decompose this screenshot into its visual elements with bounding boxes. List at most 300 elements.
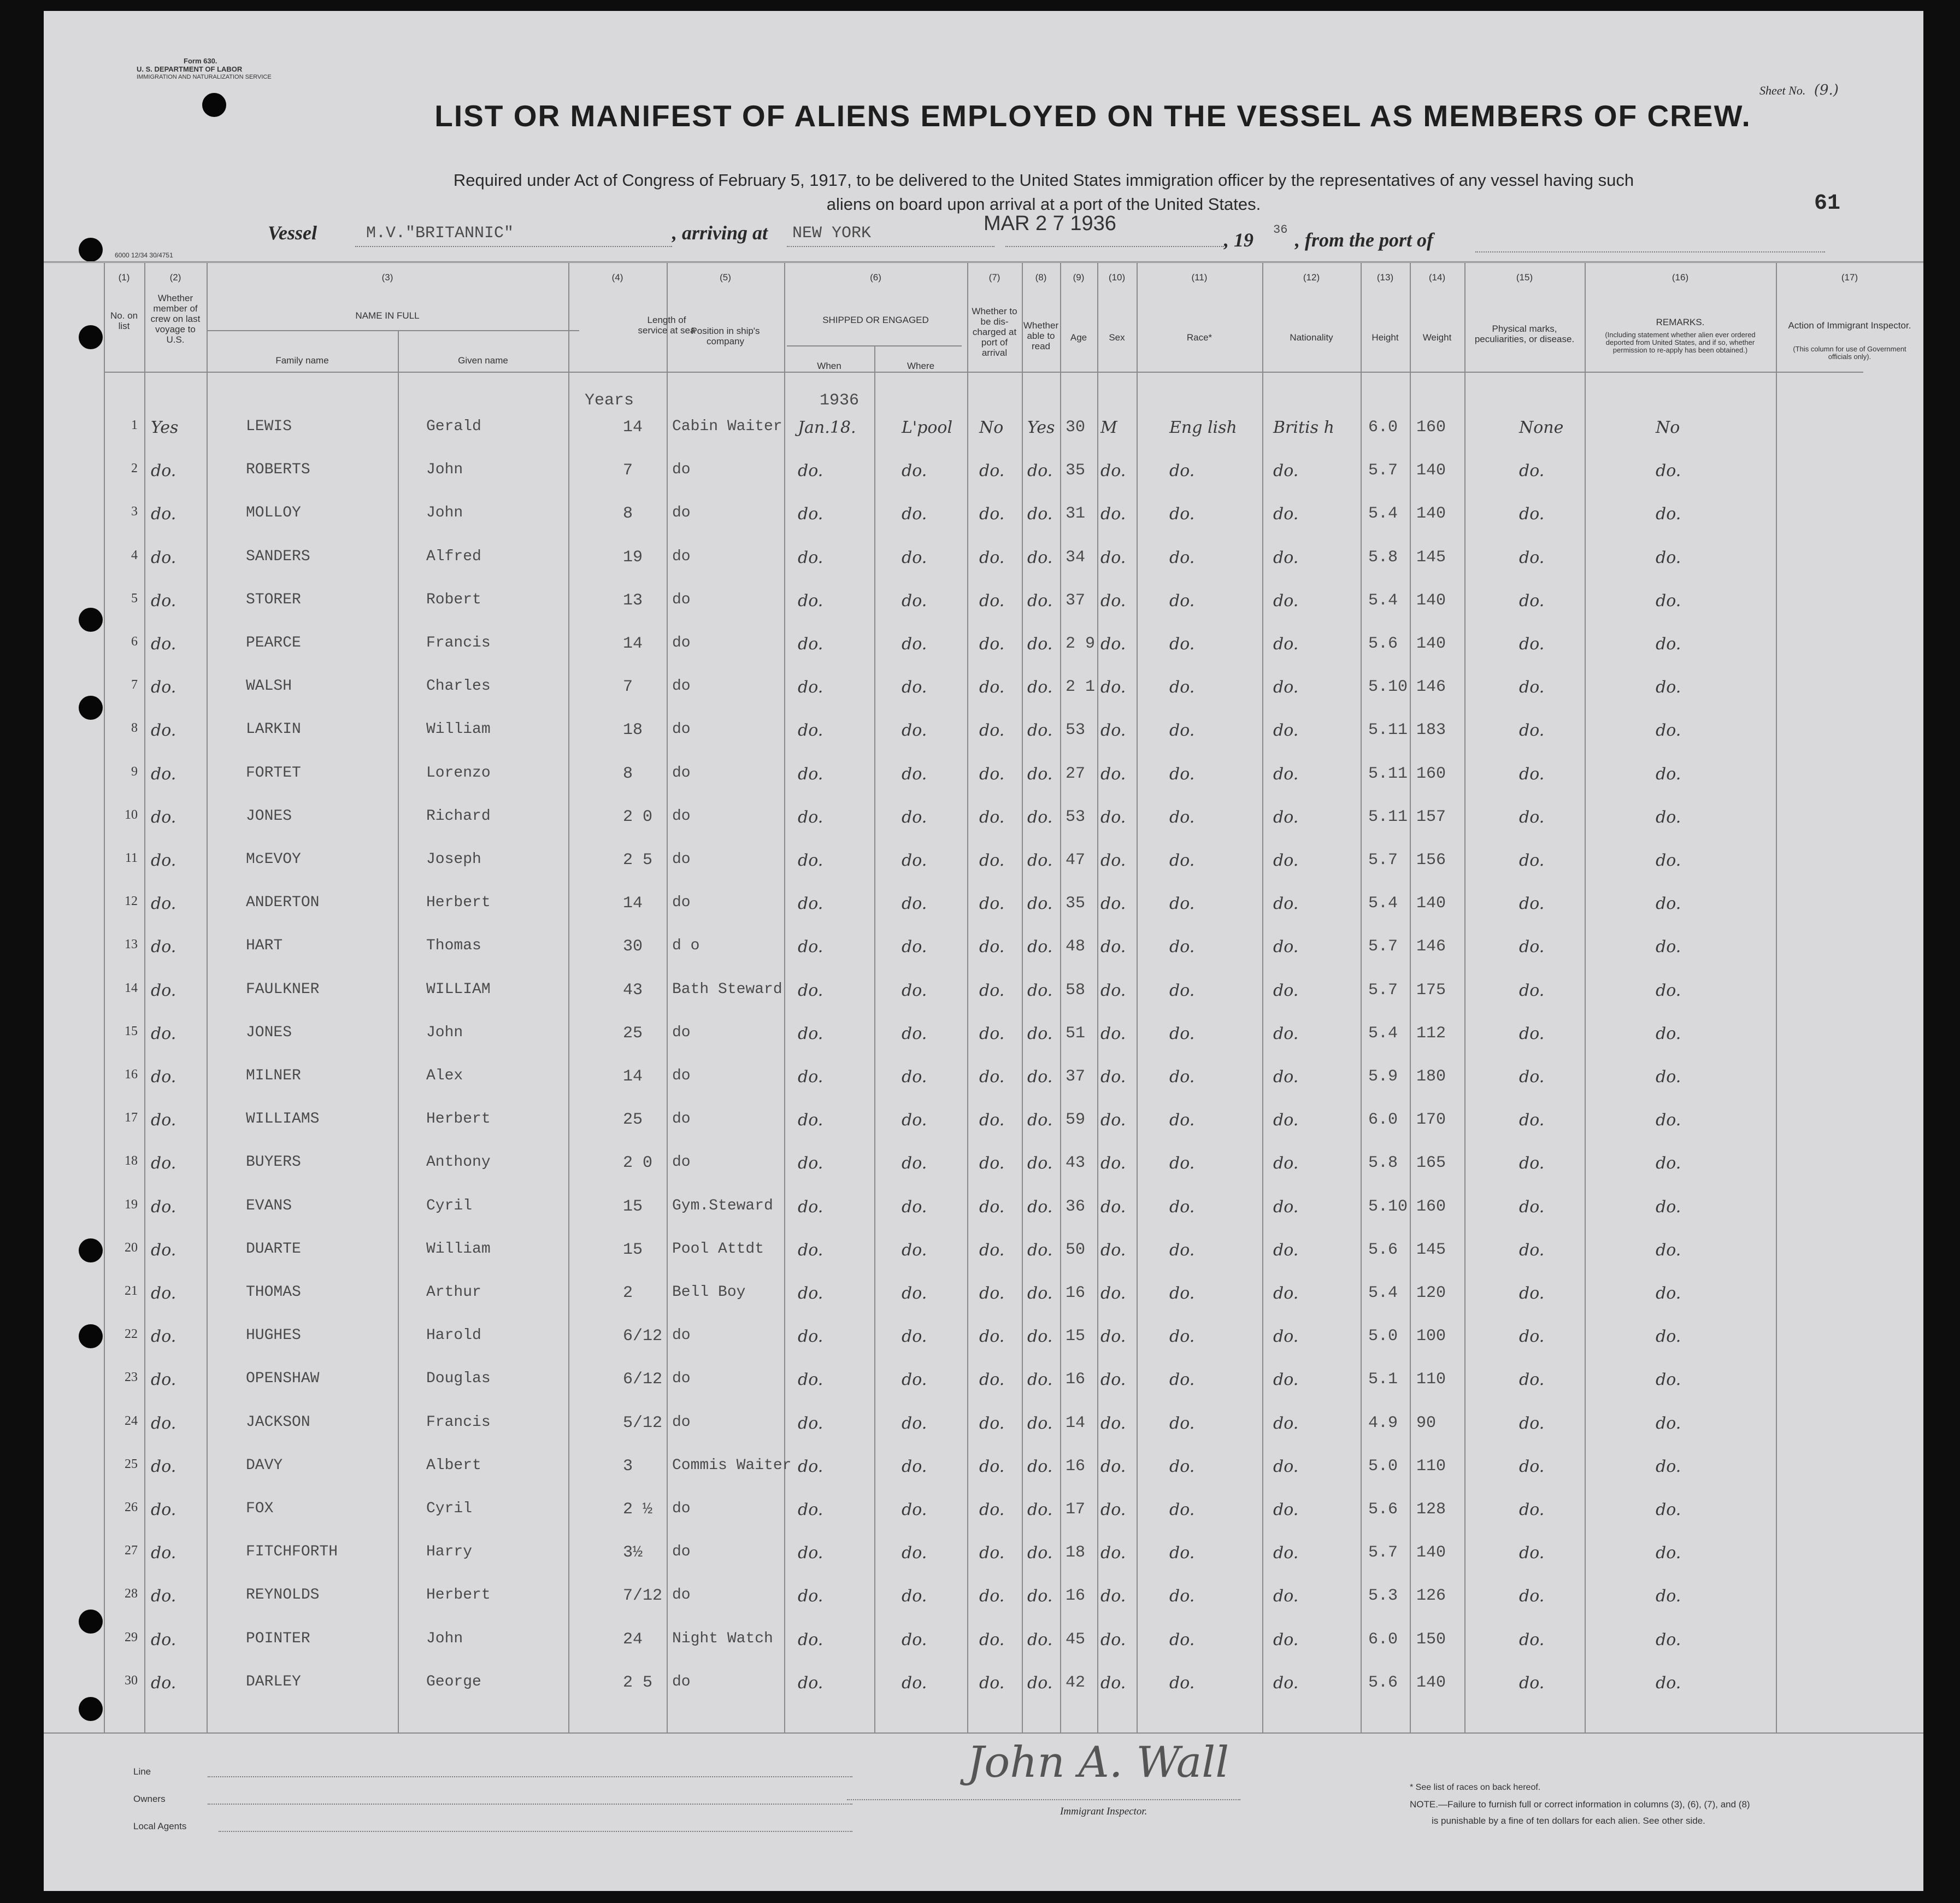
cell-prev: do.: [151, 721, 176, 741]
note-races: * See list of races on back hereof.: [1410, 1783, 1541, 1792]
cell-family: LEWIS: [246, 418, 292, 435]
cell-where: do.: [902, 1370, 927, 1390]
cell-position: Cabin Waiter: [672, 418, 782, 435]
cell-age: 59: [1066, 1111, 1086, 1130]
cell-given: Anthony: [426, 1154, 491, 1171]
cell-family: FORTET: [246, 764, 301, 782]
cell-remarks: do.: [1656, 1284, 1681, 1303]
cell-when: do.: [798, 1240, 823, 1260]
cell-when: do.: [798, 635, 823, 654]
cell-nat: do.: [1273, 1630, 1299, 1649]
cell-when: do.: [798, 1111, 823, 1130]
cell-when: do.: [798, 894, 823, 914]
cell-height: 5.4: [1368, 591, 1398, 610]
cell-prev: do.: [151, 548, 176, 567]
cell-when: do.: [798, 678, 823, 697]
cell-service: 15: [623, 1197, 643, 1216]
cell-where: do.: [902, 937, 927, 957]
cell-weight: 145: [1416, 1240, 1446, 1259]
cell-prev: do.: [151, 1284, 176, 1303]
cell-given: George: [426, 1673, 481, 1690]
table-row: [44, 1370, 1923, 1413]
col-number: (3): [381, 272, 393, 283]
cell-position: Night Watch: [672, 1630, 773, 1647]
page-title: LIST OR MANIFEST OF ALIENS EMPLOYED ON THE VESSEL AS MEMBERS OF CREW.: [434, 99, 1751, 133]
table-row: [44, 548, 1923, 591]
cell-sex: do.: [1100, 635, 1126, 654]
cell-when: do.: [798, 1284, 823, 1303]
cell-disch: do.: [979, 1240, 1005, 1260]
cell-given: William: [426, 721, 491, 738]
cell-position: do: [672, 1327, 691, 1344]
cell-race: do.: [1169, 1456, 1195, 1476]
cell-nat: do.: [1273, 548, 1299, 567]
cell-service: 15: [623, 1240, 643, 1259]
sheet-number: [1759, 82, 1839, 98]
cell-position: do: [672, 1154, 691, 1171]
table-row: [44, 1111, 1923, 1153]
col-head-read: Whether able to read: [1023, 320, 1059, 351]
col-number: (6): [870, 272, 881, 283]
cell-age: 31: [1066, 504, 1086, 524]
cell-disch: do.: [979, 851, 1005, 870]
cell-prev: do.: [151, 504, 176, 524]
cell-race: do.: [1169, 1673, 1195, 1693]
cell-sex: do.: [1100, 1284, 1126, 1303]
cell-nat: do.: [1273, 1413, 1299, 1433]
col-head-action: Action of Immigrant Inspector.: [1788, 320, 1911, 331]
cell-given: Harry: [426, 1543, 473, 1561]
cell-race: do.: [1169, 851, 1195, 870]
table-row: [44, 635, 1923, 677]
cell-where: do.: [902, 1197, 927, 1217]
cell-marks: do.: [1519, 980, 1545, 1000]
col-head-prev-voyage: Whether member of crew on last voyage to U.S.: [150, 293, 201, 345]
cell-read: do.: [1027, 1456, 1053, 1476]
cell-sex: do.: [1100, 721, 1126, 741]
cell-height: 5.10: [1368, 678, 1408, 697]
row-number: 26: [125, 1500, 138, 1514]
cell-age: 30: [1066, 418, 1086, 437]
cell-marks: do.: [1519, 764, 1545, 784]
cell-given: Herbert: [426, 894, 491, 912]
cell-sex: do.: [1100, 894, 1126, 914]
cell-age: 16: [1066, 1370, 1086, 1389]
cell-position: do: [672, 851, 691, 868]
cell-when: do.: [798, 591, 823, 610]
arriving-label: , arriving at: [672, 222, 768, 244]
cell-disch: do.: [979, 1327, 1005, 1347]
cell-marks: do.: [1519, 504, 1545, 524]
service: IMMIGRATION AND NATURALIZATION SERVICE: [137, 74, 272, 80]
table-row: [44, 808, 1923, 850]
table-row: [44, 1673, 1923, 1716]
punch-hole: [79, 238, 103, 262]
cell-nat: do.: [1273, 1240, 1299, 1260]
cell-where: do.: [902, 894, 927, 914]
row-number: 9: [131, 764, 138, 779]
row-number: 23: [125, 1370, 138, 1385]
cell-read: do.: [1027, 937, 1053, 957]
cell-sex: do.: [1100, 1413, 1126, 1433]
table-row: [44, 1327, 1923, 1370]
cell-race: Eng lish: [1169, 418, 1237, 437]
cell-position: Commis Waiter: [672, 1456, 792, 1474]
cell-age: 16: [1066, 1456, 1086, 1476]
cell-disch: do.: [979, 1197, 1005, 1217]
cell-when: do.: [798, 1370, 823, 1390]
cell-position: Pool Attdt: [672, 1240, 764, 1258]
cell-race: do.: [1169, 1587, 1195, 1606]
cell-race: do.: [1169, 894, 1195, 914]
cell-race: do.: [1169, 1543, 1195, 1563]
cell-service: 6/12: [623, 1370, 663, 1389]
note-penalty-2: is punishable by a fine of ten dollars for each alien. See other side.: [1432, 1816, 1705, 1826]
cell-family: WILLIAMS: [246, 1111, 320, 1128]
cell-marks: do.: [1519, 1111, 1545, 1130]
cell-marks: do.: [1519, 635, 1545, 654]
row-number: 30: [125, 1673, 138, 1688]
print-code: 6000 12/34 30/4751: [115, 251, 173, 259]
department: U. S. DEPARTMENT OF LABOR: [137, 65, 243, 73]
cell-read: do.: [1027, 1240, 1053, 1260]
cell-remarks: do.: [1656, 937, 1681, 957]
cell-read: do.: [1027, 1543, 1053, 1563]
cell-disch: do.: [979, 764, 1005, 784]
cell-service: 18: [623, 721, 643, 740]
cell-family: ROBERTS: [246, 461, 310, 479]
cell-nat: do.: [1273, 1500, 1299, 1519]
from-label: , from the port of: [1295, 229, 1434, 251]
cell-remarks: do.: [1656, 1587, 1681, 1606]
cell-height: 5.0: [1368, 1456, 1398, 1476]
cell-given: Cyril: [426, 1197, 473, 1214]
cell-read: do.: [1027, 548, 1053, 567]
cell-read: do.: [1027, 1067, 1053, 1086]
owners-label: Owners: [133, 1794, 166, 1804]
table-row: [44, 1457, 1923, 1500]
row-number: 7: [131, 678, 138, 692]
vessel-label: Vessel: [268, 222, 317, 244]
row-number: 3: [131, 504, 138, 519]
cell-height: 5.11: [1368, 807, 1408, 826]
cell-race: do.: [1169, 504, 1195, 524]
cell-where: do.: [902, 1111, 927, 1130]
cell-race: do.: [1169, 1370, 1195, 1390]
col-number: (12): [1303, 272, 1320, 283]
cell-when: do.: [798, 937, 823, 957]
cell-position: do: [672, 1370, 691, 1388]
row-number: 28: [125, 1587, 138, 1601]
cell-when: do.: [798, 548, 823, 567]
sheet-label: Sheet No.: [1759, 84, 1806, 97]
cell-sex: do.: [1100, 1456, 1126, 1476]
cell-age: 47: [1066, 851, 1086, 870]
table-row: [44, 1284, 1923, 1326]
cell-sex: do.: [1100, 461, 1126, 481]
col-head-nationality: Nationality: [1290, 332, 1333, 343]
note-penalty-1: NOTE.—Failure to furnish full or correct information in columns (3), (6), (7), and (8): [1410, 1799, 1750, 1810]
cell-service: 14: [623, 1067, 643, 1086]
col-head-height: Height: [1372, 332, 1399, 343]
cell-family: BUYERS: [246, 1154, 301, 1171]
cell-remarks: do.: [1656, 678, 1681, 697]
table-row: [44, 504, 1923, 547]
cell-nat: do.: [1273, 721, 1299, 741]
cell-sex: do.: [1100, 591, 1126, 610]
cell-service: 13: [623, 591, 643, 610]
cell-remarks: do.: [1656, 1673, 1681, 1693]
cell-age: 50: [1066, 1240, 1086, 1259]
cell-family: PEARCE: [246, 635, 301, 651]
cell-service: 2: [623, 1284, 633, 1302]
cell-service: 7: [623, 461, 633, 480]
cell-age: 42: [1066, 1673, 1086, 1692]
cell-marks: do.: [1519, 1500, 1545, 1519]
cell-remarks: do.: [1656, 851, 1681, 870]
cell-when: do.: [798, 1154, 823, 1173]
cell-height: 5.6: [1368, 1500, 1398, 1519]
cell-remarks: do.: [1656, 1327, 1681, 1347]
row-number: 1: [131, 418, 138, 432]
col-number: (2): [169, 272, 181, 283]
cell-when: do.: [798, 1543, 823, 1563]
cell-given: Charles: [426, 678, 491, 695]
cell-race: do.: [1169, 1197, 1195, 1217]
cell-when: do.: [798, 1673, 823, 1693]
cell-family: HUGHES: [246, 1327, 301, 1344]
cell-sex: do.: [1100, 1630, 1126, 1649]
cell-where: do.: [902, 1413, 927, 1433]
cell-age: 34: [1066, 548, 1086, 567]
col-head-age: Age: [1070, 332, 1087, 343]
cell-given: Alfred: [426, 548, 481, 565]
cell-position: do: [672, 1543, 691, 1561]
cell-when: do.: [798, 461, 823, 481]
cell-weight: 120: [1416, 1284, 1446, 1302]
cell-family: MOLLOY: [246, 504, 301, 522]
cell-disch: do.: [979, 1067, 1005, 1086]
cell-when: do.: [798, 807, 823, 827]
cell-given: Herbert: [426, 1111, 491, 1128]
cell-position: do: [672, 635, 691, 651]
cell-age: 43: [1066, 1154, 1086, 1173]
col-head-position: Position in ship's company: [691, 326, 760, 346]
cell-height: 5.11: [1368, 721, 1408, 740]
cell-sex: do.: [1100, 1327, 1126, 1347]
cell-where: do.: [902, 1500, 927, 1519]
cell-family: FITCHFORTH: [246, 1543, 338, 1561]
cell-given: Harold: [426, 1327, 481, 1344]
cell-weight: 146: [1416, 678, 1446, 697]
col-head-shipped: SHIPPED OR ENGAGED: [822, 315, 929, 325]
cell-family: DARLEY: [246, 1673, 301, 1690]
cell-nat: do.: [1273, 1456, 1299, 1476]
cell-given: John: [426, 461, 463, 479]
cell-remarks: do.: [1656, 764, 1681, 784]
cell-nat: do.: [1273, 851, 1299, 870]
cell-remarks: do.: [1656, 1413, 1681, 1433]
cell-height: 5.4: [1368, 1284, 1398, 1302]
cell-sex: do.: [1100, 1673, 1126, 1693]
cell-when: do.: [798, 1413, 823, 1433]
cell-height: 5.7: [1368, 980, 1398, 1000]
cell-sex: do.: [1100, 937, 1126, 957]
cell-given: Albert: [426, 1456, 481, 1474]
cell-position: do: [672, 894, 691, 912]
cell-sex: do.: [1100, 1111, 1126, 1130]
cell-prev: do.: [151, 851, 176, 870]
cell-race: do.: [1169, 1413, 1195, 1433]
table-row: [44, 418, 1923, 461]
cell-position: do: [672, 504, 691, 522]
cell-prev: do.: [151, 1673, 176, 1693]
cell-age: 53: [1066, 807, 1086, 826]
cell-disch: do.: [979, 721, 1005, 741]
cell-where: do.: [902, 1630, 927, 1649]
cell-age: 18: [1066, 1543, 1086, 1563]
cell-nat: do.: [1273, 764, 1299, 784]
cell-nat: do.: [1273, 807, 1299, 827]
cell-position: do: [672, 721, 691, 738]
cell-read: do.: [1027, 461, 1053, 481]
subtitle-line-2: aliens on board upon arrival at a port of the United States.: [826, 195, 1261, 214]
cell-marks: do.: [1519, 1240, 1545, 1260]
cell-sex: do.: [1100, 1240, 1126, 1260]
cell-service: 8: [623, 504, 633, 524]
cell-where: do.: [902, 1673, 927, 1693]
cell-where: do.: [902, 1543, 927, 1563]
cell-marks: do.: [1519, 1543, 1545, 1563]
cell-service: 3: [623, 1456, 633, 1476]
row-number: 17: [125, 1111, 138, 1125]
cell-where: do.: [902, 461, 927, 481]
cell-remarks: do.: [1656, 1154, 1681, 1173]
cell-nat: do.: [1273, 591, 1299, 610]
cell-family: FAULKNER: [246, 980, 320, 998]
cell-position: Bath Steward: [672, 980, 782, 998]
cell-marks: do.: [1519, 807, 1545, 827]
cell-height: 4.9: [1368, 1413, 1398, 1432]
cell-family: SANDERS: [246, 548, 310, 565]
cell-height: 5.7: [1368, 461, 1398, 480]
row-number: 2: [131, 461, 138, 476]
cell-read: do.: [1027, 591, 1053, 610]
cell-weight: 140: [1416, 1543, 1446, 1563]
cell-read: do.: [1027, 894, 1053, 914]
cell-read: do.: [1027, 851, 1053, 870]
cell-read: do.: [1027, 980, 1053, 1000]
cell-given: Arthur: [426, 1284, 481, 1301]
inspector-label: Immigrant Inspector.: [1060, 1806, 1147, 1817]
cell-family: OPENSHAW: [246, 1370, 320, 1388]
table-row: [44, 1630, 1923, 1673]
cell-position: Gym.Steward: [672, 1197, 773, 1214]
table-row: [44, 851, 1923, 894]
row-number: 5: [131, 591, 138, 606]
cell-disch: do.: [979, 678, 1005, 697]
col-head-remarks-note: (Including statement whether alien ever ordered deported from United States, and if so, whether permission to re-apply has been obtained.): [1605, 331, 1756, 354]
cell-position: d o: [672, 937, 700, 955]
cell-family: DAVY: [246, 1456, 283, 1474]
cell-service: 7/12: [623, 1587, 663, 1606]
cell-remarks: do.: [1656, 548, 1681, 567]
cell-service: 6/12: [623, 1327, 663, 1346]
cell-disch: do.: [979, 591, 1005, 610]
cell-where: do.: [902, 980, 927, 1000]
cell-remarks: do.: [1656, 980, 1681, 1000]
col-number: (14): [1428, 272, 1446, 283]
table-row: [44, 981, 1923, 1024]
cell-family: MILNER: [246, 1067, 301, 1084]
cell-position: do: [672, 807, 691, 825]
cell-height: 5.8: [1368, 548, 1398, 567]
cell-position: do: [672, 678, 691, 695]
cell-race: do.: [1169, 591, 1195, 610]
cell-given: WILLIAM: [426, 980, 491, 998]
cell-height: 5.8: [1368, 1154, 1398, 1173]
form-header: [137, 57, 366, 81]
cell-disch: do.: [979, 1587, 1005, 1606]
cell-where: do.: [902, 635, 927, 654]
cell-marks: do.: [1519, 1413, 1545, 1433]
cell-age: 14: [1066, 1413, 1086, 1432]
row-number: 16: [125, 1067, 138, 1082]
cell-given: Cyril: [426, 1500, 473, 1517]
row-number: 25: [125, 1456, 138, 1471]
cell-nat: do.: [1273, 894, 1299, 914]
cell-disch: do.: [979, 937, 1005, 957]
cell-height: 5.1: [1368, 1370, 1398, 1389]
cell-service: 14: [623, 418, 643, 437]
cell-remarks: do.: [1656, 1067, 1681, 1086]
cell-nat: do.: [1273, 1673, 1299, 1693]
cell-service: 2 0: [623, 807, 653, 826]
cell-height: 5.6: [1368, 635, 1398, 653]
vessel-name: M.V."BRITANNIC": [366, 224, 514, 243]
row-number: 24: [125, 1413, 138, 1428]
cell-race: do.: [1169, 1024, 1195, 1043]
cell-read: do.: [1027, 1197, 1053, 1217]
cell-service: 8: [623, 764, 633, 783]
table-row: [44, 1067, 1923, 1110]
cell-height: 6.0: [1368, 418, 1398, 437]
cell-prev: do.: [151, 635, 176, 654]
cell-when: do.: [798, 980, 823, 1000]
cell-weight: 183: [1416, 721, 1446, 740]
col-number: (4): [611, 272, 623, 283]
cell-sex: do.: [1100, 1500, 1126, 1519]
cell-where: do.: [902, 1327, 927, 1347]
punch-hole: [202, 93, 226, 117]
cell-disch: do.: [979, 461, 1005, 481]
table-row: [44, 678, 1923, 720]
cell-marks: do.: [1519, 1370, 1545, 1390]
cell-prev: do.: [151, 764, 176, 784]
cell-weight: 140: [1416, 504, 1446, 524]
cell-where: do.: [902, 764, 927, 784]
cell-disch: do.: [979, 504, 1005, 524]
cell-family: LARKIN: [246, 721, 301, 738]
cell-race: do.: [1169, 980, 1195, 1000]
cell-remarks: do.: [1656, 504, 1681, 524]
punch-hole: [79, 325, 103, 349]
cell-prev: do.: [151, 1456, 176, 1476]
cell-race: do.: [1169, 635, 1195, 654]
row-number: 22: [125, 1327, 138, 1342]
cell-sex: do.: [1100, 1370, 1126, 1390]
cell-height: 5.0: [1368, 1327, 1398, 1346]
